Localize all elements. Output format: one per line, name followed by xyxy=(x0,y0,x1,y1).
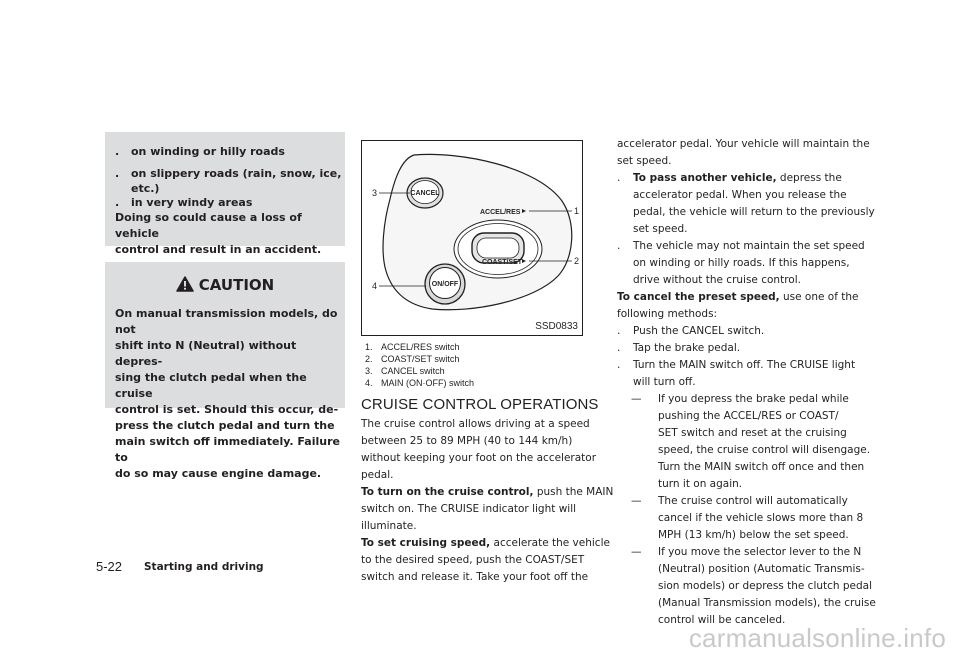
callout-4: 4 xyxy=(372,281,378,291)
cruise-switch-figure xyxy=(361,140,583,336)
callout-2: 2 xyxy=(574,256,580,266)
callout-3: 3 xyxy=(372,188,378,198)
figure-code: SSD0833 xyxy=(535,321,578,332)
warning-bullet: . on slippery roads (rain, snow, ice, xyxy=(115,167,342,180)
caution-box xyxy=(105,262,345,480)
caution-text: On manual transmission models, do not shift into N (Neutral) without depres- sing the clutch pedal when the cruise control is set. Should this occur, de- press the clutch pedal and turn the main switch off immediately. Failure to do so may cause engine damage. xyxy=(115,307,340,480)
section-name: Starting and driving xyxy=(144,561,264,573)
warning-text: Doing so could cause a loss of vehicle control and result in an accident. xyxy=(115,211,322,256)
figure-caption: 1. ACCEL/RES switch 2. COAST/SET switch 3. CANCEL switch 4. MAIN (ON·OFF) switch xyxy=(365,342,474,388)
accel-label: ACCEL/RES xyxy=(480,209,521,216)
caution-heading: CAUTION xyxy=(105,276,345,296)
cancel-label: CANCEL xyxy=(410,190,440,197)
warning-bullet: . on winding or hilly roads xyxy=(115,145,285,158)
coast-label: COAST/SET xyxy=(482,259,523,266)
column-2-body: The cruise control allows driving at a speed between 25 to 89 MPH (40 to 144 km/h) without keeping your foot on the accelerator pedal. To turn on the cruise control, push the MAIN switch on. The CRUISE indicator light will illuminate. To set cruising speed, accelerate the vehicle to the desired speed, push the COAST/SET switch and release it. Take your foot off the xyxy=(361,418,614,583)
page-number: 5-22 xyxy=(96,559,123,574)
warning-bullet: . in very windy areas xyxy=(115,196,253,209)
warning-bullet-cont: etc.) xyxy=(131,182,160,195)
section-title: CRUISE CONTROL OPERATIONS xyxy=(361,396,599,413)
column-3-body: accelerator pedal. Your vehicle will maintain the set speed. . To pass another vehicle, depress the accelerator pedal. When you release the pedal, the vehicle will return to the previously set speed. . The vehicle may not maintain the set speed on winding or hilly roads. If this happens, drive without the cruise control. To cancel the preset speed, use one of the following methods: . Push the CANCEL switch. . Tap the brake pedal. . Turn the MAIN switch off. The CRUISE light will turn off. — If you depress the brake pedal while pushing the ACCEL/RES or COAST/ SET switch and reset at the cruising speed, the cruise control will disengage. Turn the MAIN switch off once and then turn it on again. — The cruise control will automatically cancel if the vehicle slows more than 8 MPH (13 km/h) below the set speed. — If you move the selector lever to the N (Neutral) position (Automatic Transmis- sion models) or depress the clutch pedal (Manual Transmission models), the cruise control will be canceled. xyxy=(617,138,876,626)
onoff-label: ON/OFF xyxy=(431,281,459,288)
watermark: carmanualsonline.info xyxy=(688,623,946,653)
warning-triangle-icon xyxy=(176,276,194,296)
steering-switch-illustration xyxy=(362,141,582,335)
warning-box xyxy=(105,132,345,256)
callout-1: 1 xyxy=(574,206,580,216)
